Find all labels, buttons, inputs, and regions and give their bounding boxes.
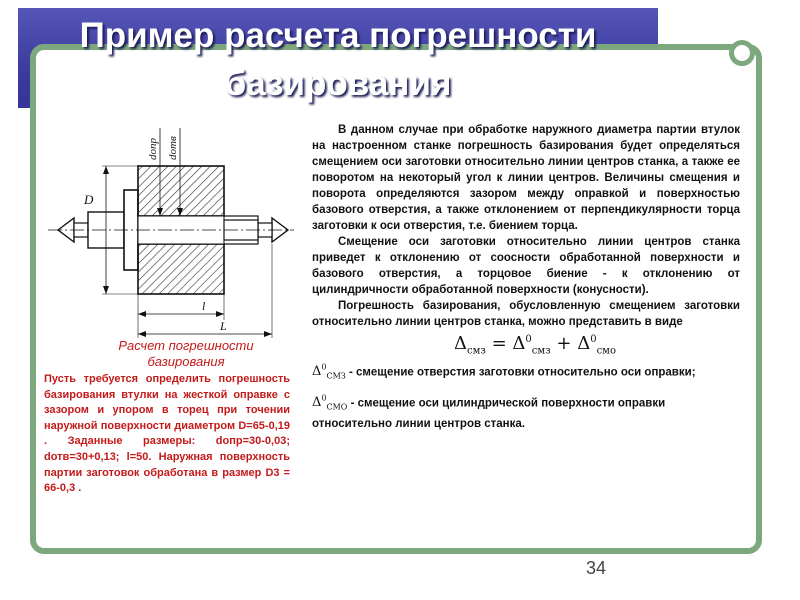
dim-dotv-label: dотв — [167, 136, 179, 160]
drawing-caption — [76, 338, 296, 370]
explanation-paragraph-1: В данном случае при обработке наружного диаметра партии втулок на настроенном станке погрешность базирования будет определяться смещением оси заготовки относительно линии центров станка, а также ее поворотом на некоторый угол к линии центров. Величины смещения и поворота определяются зазором между оправкой и поверхностью базового отверстия, а также отклонением от перпендикулярности торца заготовки к оси отверстия, т.е. биением торца. — [312, 124, 740, 232]
dim-D-label: D — [84, 192, 94, 207]
definition-1-symbol: $\Delta^0_{СМЗ}$ — [312, 363, 346, 381]
definition-1 — [312, 360, 740, 385]
definition-2-text: - смещение оси цилиндрической поверхности оправки относительно линии центров станка. — [312, 397, 666, 430]
formula-line — [312, 330, 740, 360]
slide-title — [18, 12, 658, 108]
mandrel-drawing — [44, 120, 298, 348]
drawing-caption-line1: Расчет погрешности — [118, 338, 254, 353]
drawing-caption-line2: базирования — [147, 354, 225, 369]
bushing-lower — [138, 244, 224, 294]
explanation-paragraph-2: Смещение оси заготовки относительно линии центров станка приведет к отклонению от соосности обработанной поверхности и базового отверстия, а торцовое биение - к отклонению от цилиндричности обработанной поверхности (конусности). — [312, 236, 740, 296]
task-conditions-text: Пусть требуется определить погрешность базирования втулки на жесткой оправке с зазором и упором в торец при точении наружной поверхности диаметром D=65-0,19 . Заданные размеры: dопр=30-0,03; dотв=30+0,13; l=50. Наружная поверхность партии заготовок обработана в размер D3 = 66-0,3 . — [44, 373, 290, 495]
dim-l-label: l — [202, 299, 206, 313]
slide-title-line1: Пример расчета погрешности — [79, 16, 597, 55]
error-formula: $\Delta_{смз} = \Delta^0_{смз} + \Delta^0_{смо}$ — [454, 333, 616, 357]
explanation-paragraph-3: Погрешность базирования, обусловленную смещением заготовки относительно линии центров станка, можно представить в виде — [312, 300, 740, 328]
definition-2-symbol: $\Delta^0_{СМО}$ — [312, 393, 348, 412]
frame-corner-dot — [729, 40, 755, 66]
page-number: 34 — [585, 558, 607, 578]
dim-L-label: L — [220, 319, 227, 333]
slide-title-line2: базирования — [224, 64, 452, 103]
dim-dopr-label: dопр — [147, 138, 159, 160]
definition-1-text: - смещение отверстия заготовки относительно оси оправки; — [348, 366, 696, 379]
definition-2 — [312, 391, 740, 432]
explanation-text — [312, 122, 740, 432]
